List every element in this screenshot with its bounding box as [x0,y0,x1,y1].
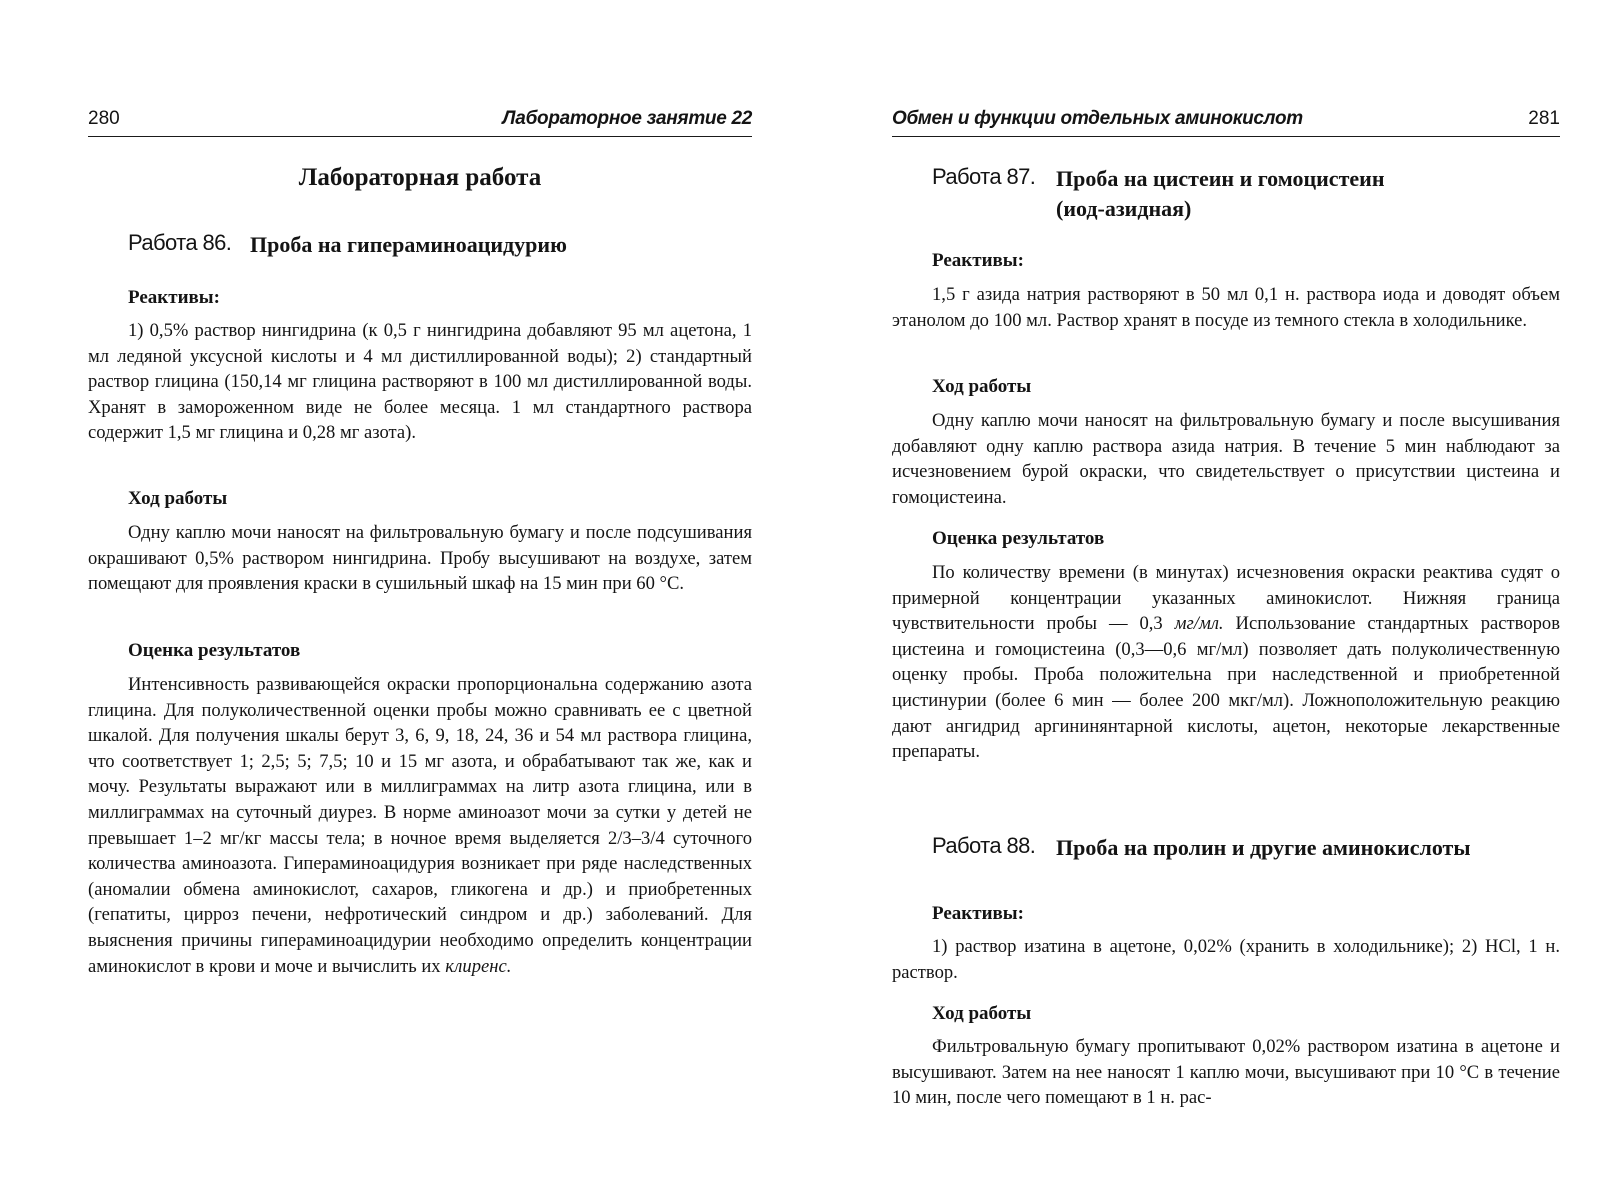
reagents-heading: Реактивы: [128,287,220,308]
lab-title: Лабораторная работа [298,164,542,191]
work-title: Проба на цистеин и гомоцистеин (иод-азидная) [1056,166,1385,221]
right-page [892,0,1560,1177]
work-86-heading [128,230,752,260]
running-title: Обмен и функции отдельных аминокислот [892,108,1303,129]
running-head [892,106,1560,137]
work-87-heading [932,164,1560,226]
procedure-heading: Ход работы [128,488,228,509]
left-page [88,0,752,1177]
work-title: Проба на пролин и другие аминокислоты [1056,835,1471,860]
reagents-text: 1,5 г азида натрия растворяют в 50 мл 0,1 н. раствора иода и доводят объем этанолом до 100 мл. Раствор хранят в посуде из темного стекла в холодильнике. [892,284,1560,331]
work-title: Проба на гипераминоацидурию [250,232,567,257]
page-number: 280 [88,108,120,129]
reagents-text: 1) раствор изатина в ацетоне, 0,02% (хранить в холодильнике); 2) HCl, 1 н. раствор. [892,936,1560,983]
reagents-text: 1) 0,5% раствор нингидрина (к 0,5 г нингидрина добавляют 95 мл ацетона, 1 мл ледяной уксусной кислоты и 4 мл дистиллированной воды); 2) стандартный раствор глицина (150,14 мг глицина растворяют в 100 мл дистиллированной воды. Хранят в замороженном виде не более месяца. 1 мл стандартного раствора содержит 1,5 мг глицина и 0,28 мг азота). [88,320,752,444]
running-head [88,106,752,137]
work-label: Работа 86. [128,230,232,255]
work-label: Работа 87. [932,164,1036,189]
results-heading: Оценка результатов [932,528,1105,549]
results-text-italic: клиренс. [445,955,512,977]
results-text-main: Интенсивность развивающейся окраски пропорциональна содержанию азота глицина. Для полуколичественной оценки пробы можно сравнивать ее с цветной шкалой. Для получения шкалы берут 3, 6, 9, 18, 24, 36 и 54 мл раствора глицина, что соответствует 1; 2,5; 5; 7,5; 10 и 15 мг азота, и обрабатывают так же, как и мочу. Результаты выражают или в миллиграммах на литр азота глицина, или в миллиграммах на суточный диурез. В норме аминоазот мочи за сутки у детей не превышает 1–2 мг/кг массы тела; в ночное время выделяется 2/3–3/4 суточного количества аминоазота. Гипераминоацидурия возникает при ряде наследственных (аномалии обмена аминокислот, сахаров, гликогена и др.) и приобретенных (гепатиты, цирроз печени, нефротический синдром и др.) заболеваний. Для выяснения причины гипераминоацидурии необходимо определить концентрации аминокислот в крови и моче и вычислить их [88,674,752,977]
work-label: Работа 88. [932,833,1036,858]
page-number: 281 [1528,108,1560,129]
results-text-part-1: По количеству времени (в минутах) исчезновения окраски реактива судят о примерной концентрации указанных аминокислот. Нижняя граница чувствительности пробы — 0,3 [892,562,1560,635]
reagents-heading: Реактивы: [932,250,1024,271]
results-text [892,560,1560,765]
procedure-text: Одну каплю мочи наносят на фильтровальную бумагу и после подсушивания окрашивают 0,5% раствором нингидрина. Пробу высушивают на воздухе, затем помещают для проявления краски в сушильный шкаф на 15 мин при 60 °С. [88,522,752,595]
results-text [88,672,752,979]
running-title: Лабораторное занятие 22 [502,108,752,129]
results-heading: Оценка результатов [128,640,301,661]
reagents-heading: Реактивы: [932,903,1024,924]
procedure-text: Фильтровальную бумагу пропитывают 0,02% раствором изатина в ацетоне и высушивают. Затем на нее наносят 1 каплю мочи, высушивают при 10 °С в течение 10 мин, после чего помещают в 1 н. рас- [892,1036,1560,1109]
results-text-part-2: Использование стандартных растворов цистеина и гомоцистеина (0,3—0,6 мг/мл) позволяет дать полуколичественную оценку пробы. Проба положительна при наследственной и приобретенной цистинурии (более 6 мин — более 200 мкг/мл). Ложноположительную реакцию дают ангидрид аргининянтарной кислоты, ацетон, некоторые лекарственные препараты. [892,613,1560,763]
procedure-heading: Ход работы [932,1003,1032,1024]
work-88-heading [932,833,1560,863]
results-text-italic: мг/мл. [1174,613,1224,635]
procedure-heading: Ход работы [932,376,1032,397]
procedure-text: Одну каплю мочи наносят на фильтровальную бумагу и после высушивания добавляют одну каплю раствора азида натрия. В течение 5 мин наблюдают за исчезновением бурой окраски, что свидетельствует о присутствии цистеина и гомоцистеина. [892,410,1560,508]
